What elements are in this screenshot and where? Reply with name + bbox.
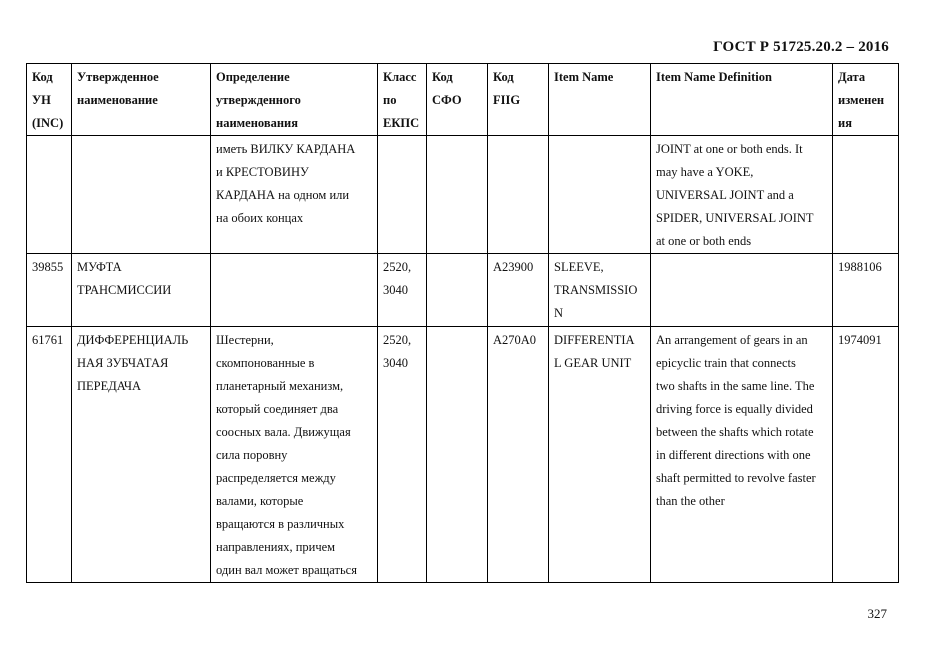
cell-definition <box>211 254 378 327</box>
table-row <box>27 254 899 327</box>
col-header-fiig: Код FIIG <box>488 64 549 136</box>
cell-class: 2520, 3040 <box>378 327 427 583</box>
cell-item-definition: An arrangement of gears in an epicyclic train that connects two shafts in the same line. The driving force is equally divided between the shafts which rotate in different directions with one shaft permitted to revolve faster than the other <box>651 327 833 583</box>
col-header-date: Дата изменен ия <box>833 64 899 136</box>
cell-date: 1974091 <box>833 327 899 583</box>
page-number: 327 <box>867 606 887 621</box>
catalog-table <box>26 63 899 583</box>
cell-fiig: A23900 <box>488 254 549 327</box>
cell-item-name <box>549 136 651 254</box>
document-title: ГОСТ Р 51725.20.2 – 2016 <box>713 39 889 55</box>
col-header-item-definition: Item Name Definition <box>651 64 833 136</box>
col-header-sfo: Код СФО <box>427 64 488 136</box>
cell-class <box>378 136 427 254</box>
cell-inc: 39855 <box>27 254 72 327</box>
cell-date: 1988106 <box>833 254 899 327</box>
cell-approved-name <box>72 136 211 254</box>
cell-sfo <box>427 254 488 327</box>
table-row <box>27 136 899 254</box>
col-header-item-name: Item Name <box>549 64 651 136</box>
table-row <box>27 327 899 583</box>
cell-item-name: DIFFERENTIA L GEAR UNIT <box>549 327 651 583</box>
col-header-definition: Определение утвержденного наименования <box>211 64 378 136</box>
cell-approved-name: МУФТА ТРАНСМИССИИ <box>72 254 211 327</box>
cell-definition: Шестерни, скомпонованные в планетарный механизм, который соединяет два соосных вала. Движущая сила поровну распределяется между валами, которые вращаются в различных направлениях, причем один вал может вращаться <box>211 327 378 583</box>
cell-sfo <box>427 327 488 583</box>
cell-class: 2520, 3040 <box>378 254 427 327</box>
cell-definition: иметь ВИЛКУ КАРДАНА и КРЕСТОВИНУ КАРДАНА на одном или на обоих концах <box>211 136 378 254</box>
cell-approved-name: ДИФФЕРЕНЦИАЛЬ НАЯ ЗУБЧАТАЯ ПЕРЕДАЧА <box>72 327 211 583</box>
cell-inc <box>27 136 72 254</box>
cell-date <box>833 136 899 254</box>
cell-fiig: A270A0 <box>488 327 549 583</box>
cell-item-name: SLEEVE, TRANSMISSIO N <box>549 254 651 327</box>
cell-inc: 61761 <box>27 327 72 583</box>
cell-item-definition <box>651 254 833 327</box>
col-header-inc: Код УН (INC) <box>27 64 72 136</box>
cell-sfo <box>427 136 488 254</box>
cell-fiig <box>488 136 549 254</box>
col-header-class: Класс по ЕКПС <box>378 64 427 136</box>
cell-item-definition: JOINT at one or both ends. It may have a YOKE, UNIVERSAL JOINT and a SPIDER, UNIVERSAL JOINT at one or both ends <box>651 136 833 254</box>
col-header-approved-name: Утвержденное наименование <box>72 64 211 136</box>
header-row <box>27 64 899 136</box>
